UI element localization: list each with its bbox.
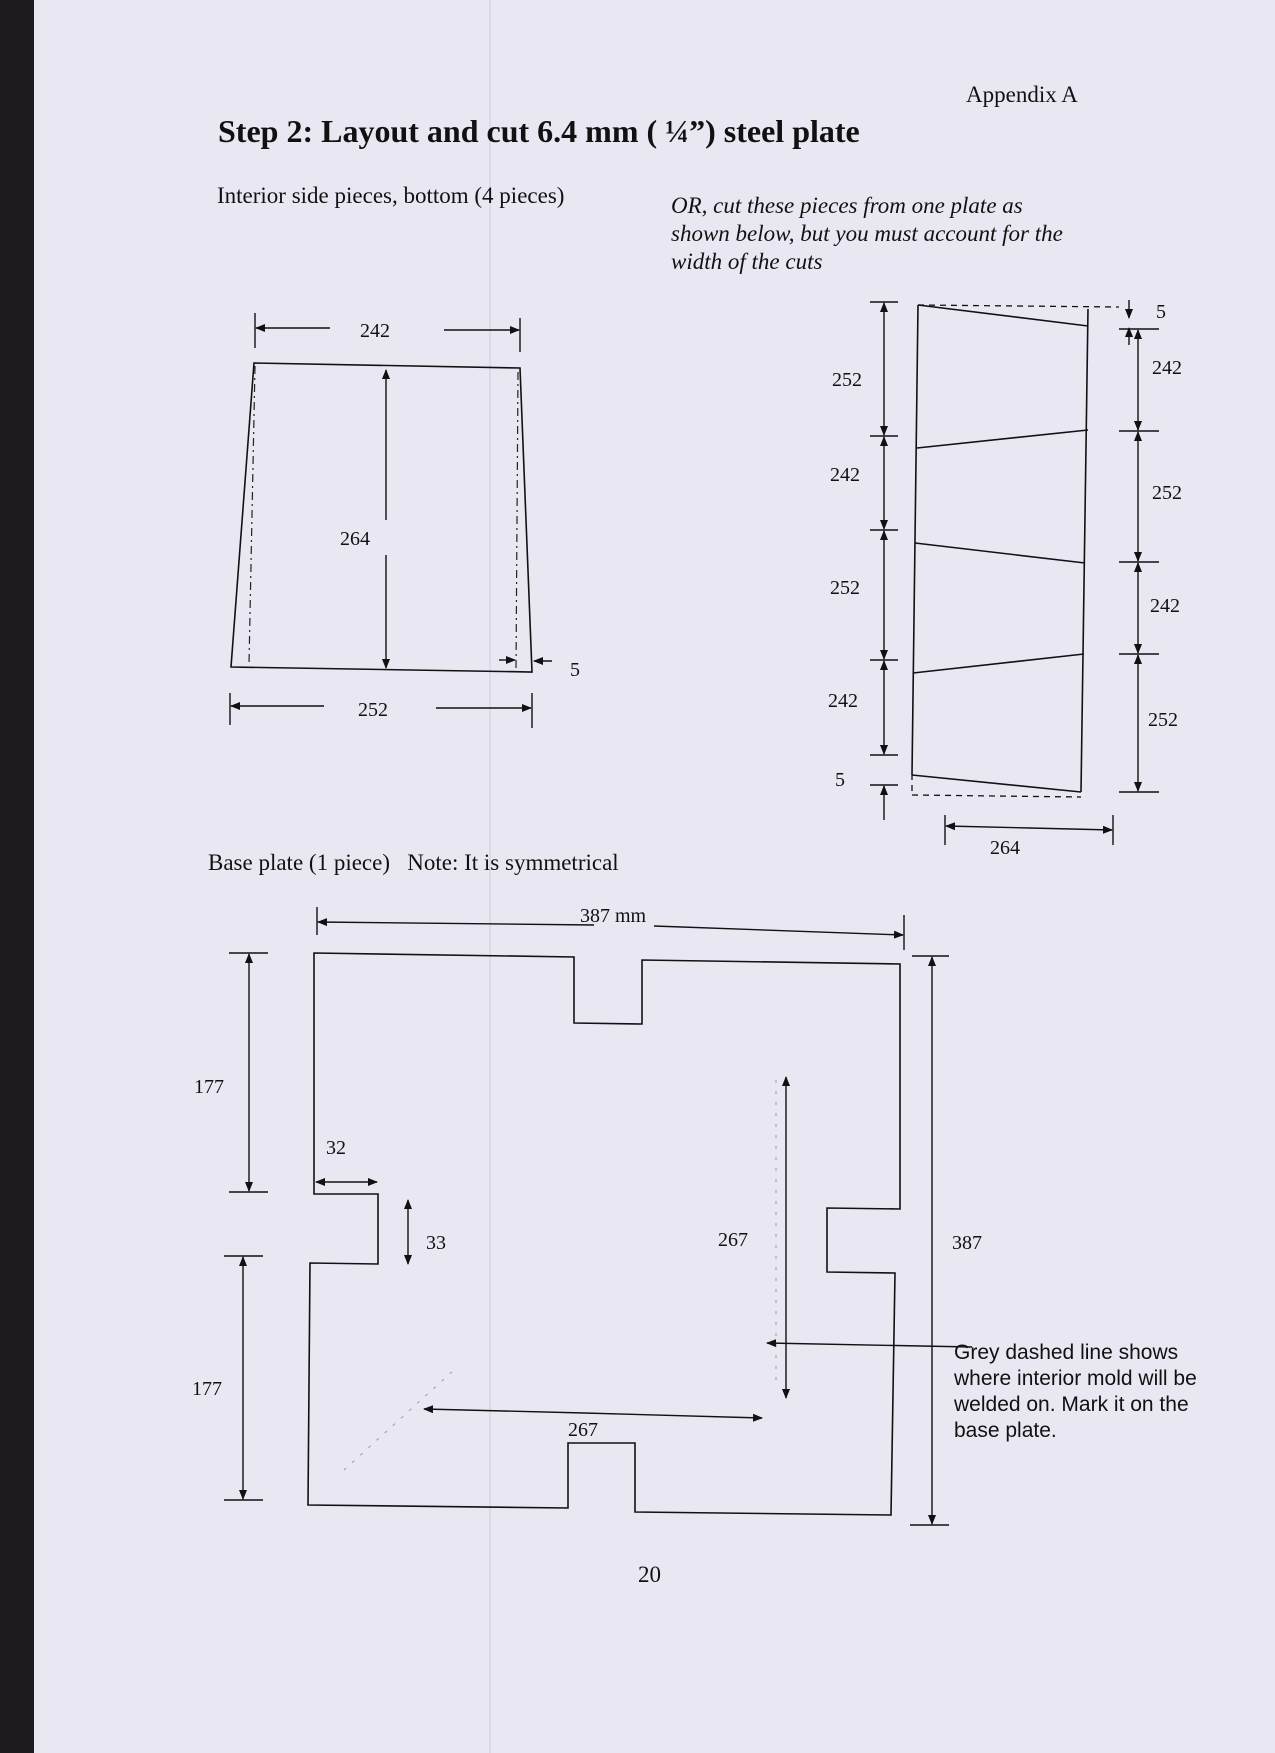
side-piece-outline: [231, 363, 532, 672]
symmetry-note: Note: It is symmetrical: [407, 850, 619, 875]
mold-callout-note: Grey dashed line shows where interior mold will be welded on. Mark it on the base plate.: [954, 1341, 1197, 1442]
dim-notch-depth: 33: [426, 1232, 446, 1254]
dim-base-lower-left: 177: [192, 1378, 222, 1400]
dim-side-bottom: 252: [358, 699, 388, 721]
dim-left-4: 242: [828, 690, 858, 712]
appendix-header: Appendix A: [966, 82, 1078, 107]
alt-cut-drawing: [828, 300, 1182, 859]
base-plate-outline: [308, 953, 900, 1515]
dim-left-3: 252: [830, 577, 860, 599]
document-page: [34, 0, 1275, 1753]
strip-left-edge: [912, 305, 918, 775]
dim-right-2: 242: [1152, 357, 1182, 379]
base-plate-label: Base plate (1 piece): [208, 850, 390, 875]
dim-right-5: 252: [1148, 709, 1178, 731]
dim-mold-height: 267: [718, 1229, 748, 1251]
dim-left-5: 5: [835, 769, 845, 791]
side-piece-centerline-right: [516, 372, 518, 670]
strip-right-edge: [1081, 309, 1088, 792]
page-number: 20: [638, 1562, 661, 1587]
technical-drawings: [34, 0, 1275, 1753]
dim-notch-width: 32: [326, 1137, 346, 1159]
dim-base-upper-left: 177: [194, 1076, 224, 1098]
dim-right-1: 5: [1156, 301, 1166, 323]
dim-left-2: 242: [830, 464, 860, 486]
dim-mold-width: 267: [568, 1419, 598, 1441]
callout-arrow: [767, 1343, 972, 1347]
dim-base-right: 387: [952, 1232, 982, 1254]
side-pieces-caption: Interior side pieces, bottom (4 pieces): [217, 183, 565, 208]
side-piece-drawing: [230, 313, 580, 728]
base-plate-drawing: [192, 905, 982, 1525]
dim-right-4: 242: [1150, 595, 1180, 617]
dim-base-top: 387 mm: [580, 905, 647, 927]
dim-left-1: 252: [832, 369, 862, 391]
dim-side-height: 264: [340, 528, 370, 550]
dim-right-3: 252: [1152, 482, 1182, 504]
dim-strip-width: 264: [990, 837, 1020, 859]
dim-side-offset: 5: [570, 659, 580, 681]
page-title: Step 2: Layout and cut 6.4 mm ( ¼”) steel plate: [218, 113, 860, 149]
base-plate-caption: [208, 850, 619, 876]
alt-cut-note: OR, cut these pieces from one plate as shown below, but you must account for the width of the cuts: [671, 193, 1063, 274]
dim-side-top: 242: [360, 320, 390, 342]
